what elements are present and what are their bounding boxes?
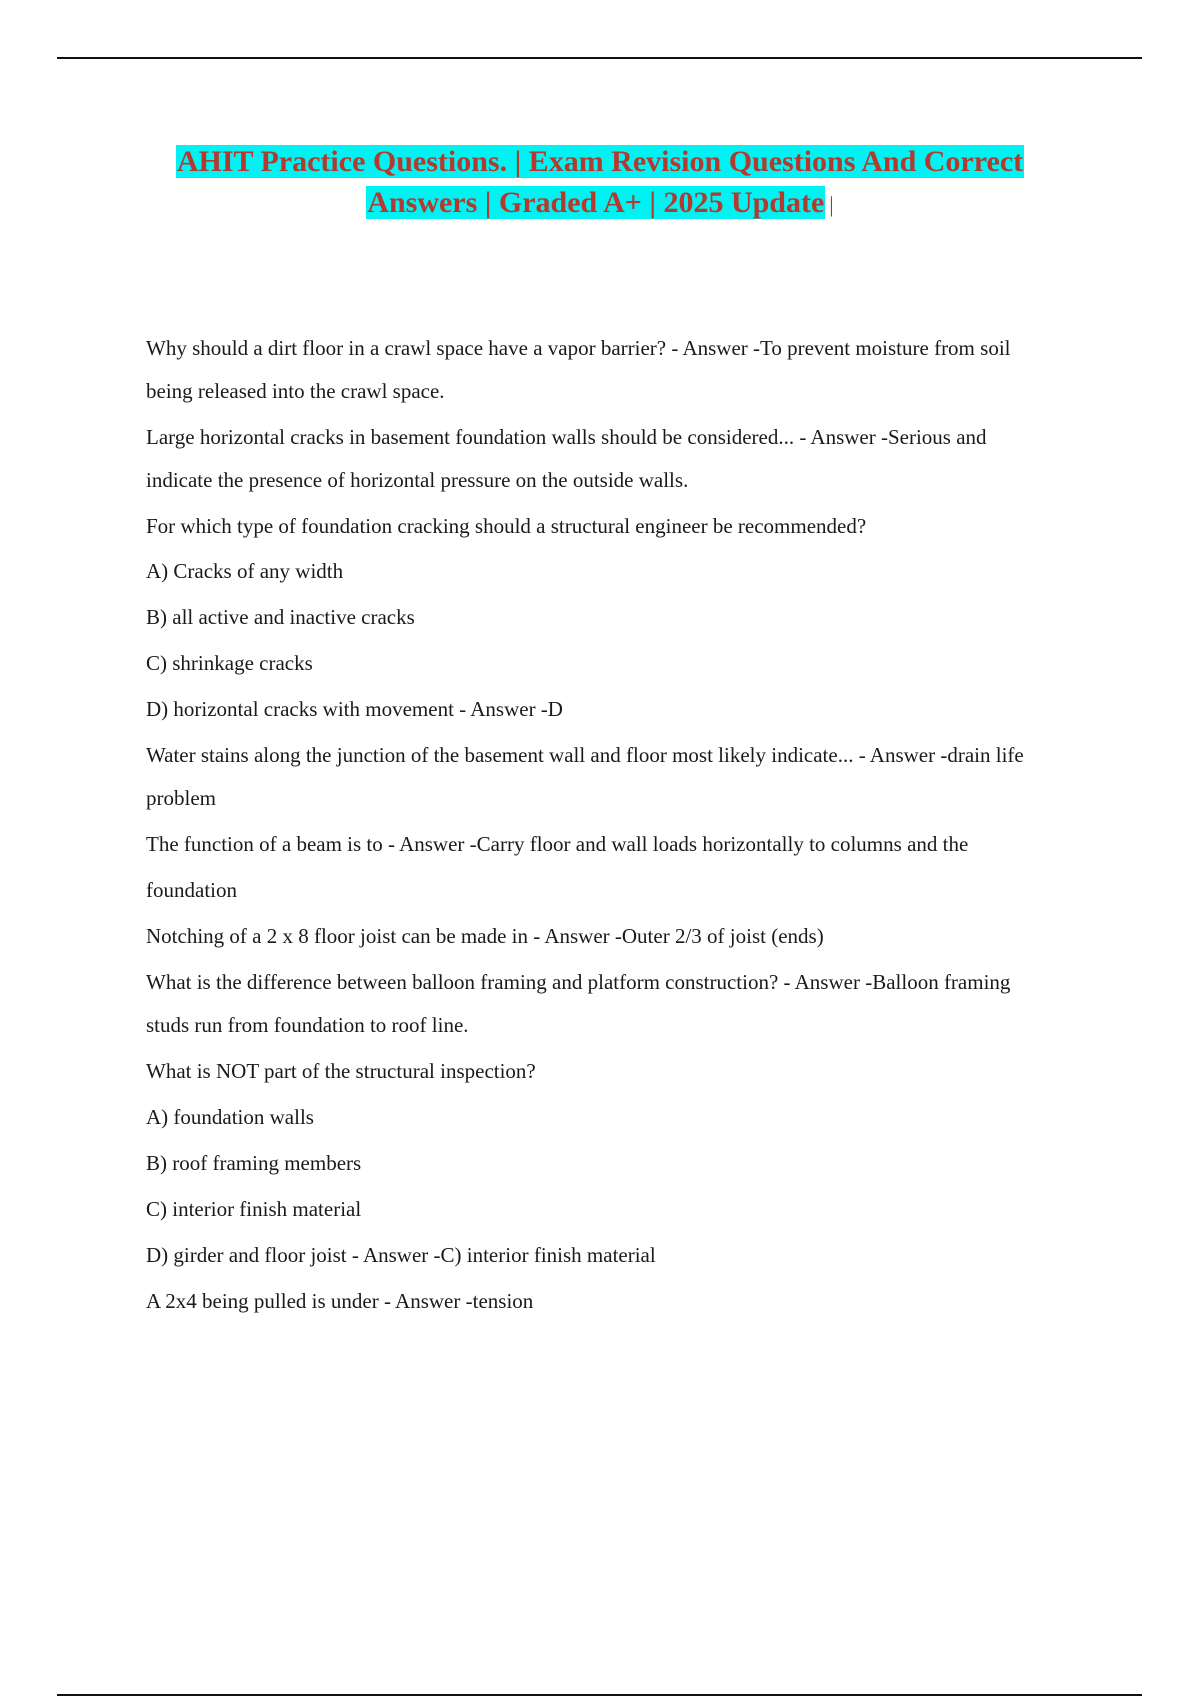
paragraph: What is the difference between balloon framing and platform construction? - Answer -Balloon framing [146, 970, 1011, 994]
paragraph: Water stains along the junction of the basement wall and floor most likely indicate... - Answer -drain life [146, 743, 1024, 767]
paragraph: foundation [146, 878, 237, 902]
paragraph: problem [146, 786, 216, 810]
bottom-rule [57, 1694, 1142, 1696]
paragraph: Notching of a 2 x 8 floor joist can be made in - Answer -Outer 2/3 of joist (ends) [146, 924, 824, 948]
document-body [146, 333, 1088, 1316]
document-title [100, 141, 1100, 225]
list-item: B) roof framing members [146, 1151, 362, 1175]
title-line-2: Answers | Graded A+ | 2025 Update [367, 186, 825, 219]
title-line-1: AHIT Practice Questions. | Exam Revision Questions And Correct [176, 145, 1024, 178]
paragraph: For which type of foundation cracking should a structural engineer be recommended? [146, 514, 867, 538]
list-item: D) girder and floor joist - Answer -C) interior finish material [146, 1243, 656, 1267]
paragraph: What is NOT part of the structural inspection? [146, 1059, 536, 1083]
list-item: C) interior finish material [146, 1197, 362, 1221]
paragraph: indicate the presence of horizontal pressure on the outside walls. [146, 468, 689, 492]
paragraph: A 2x4 being pulled is under - Answer -tension [146, 1289, 534, 1313]
paragraph: being released into the crawl space. [146, 379, 445, 403]
top-rule [57, 57, 1142, 59]
list-item: C) shrinkage cracks [146, 651, 313, 675]
list-item: D) horizontal cracks with movement - Answer -D [146, 697, 563, 721]
paragraph: Large horizontal cracks in basement foundation walls should be considered... - Answer -Serious and [146, 425, 987, 449]
paragraph: Why should a dirt floor in a crawl space have a vapor barrier? - Answer -To prevent moisture from soil [146, 336, 1011, 360]
paragraph: studs run from foundation to roof line. [146, 1013, 469, 1037]
title-trailing-mark: | [829, 192, 834, 217]
list-item: A) Cracks of any width [146, 559, 344, 583]
paragraph: The function of a beam is to - Answer -Carry floor and wall loads horizontally to columns and the [146, 832, 969, 856]
list-item: B) all active and inactive cracks [146, 605, 415, 629]
list-item: A) foundation walls [146, 1105, 314, 1129]
